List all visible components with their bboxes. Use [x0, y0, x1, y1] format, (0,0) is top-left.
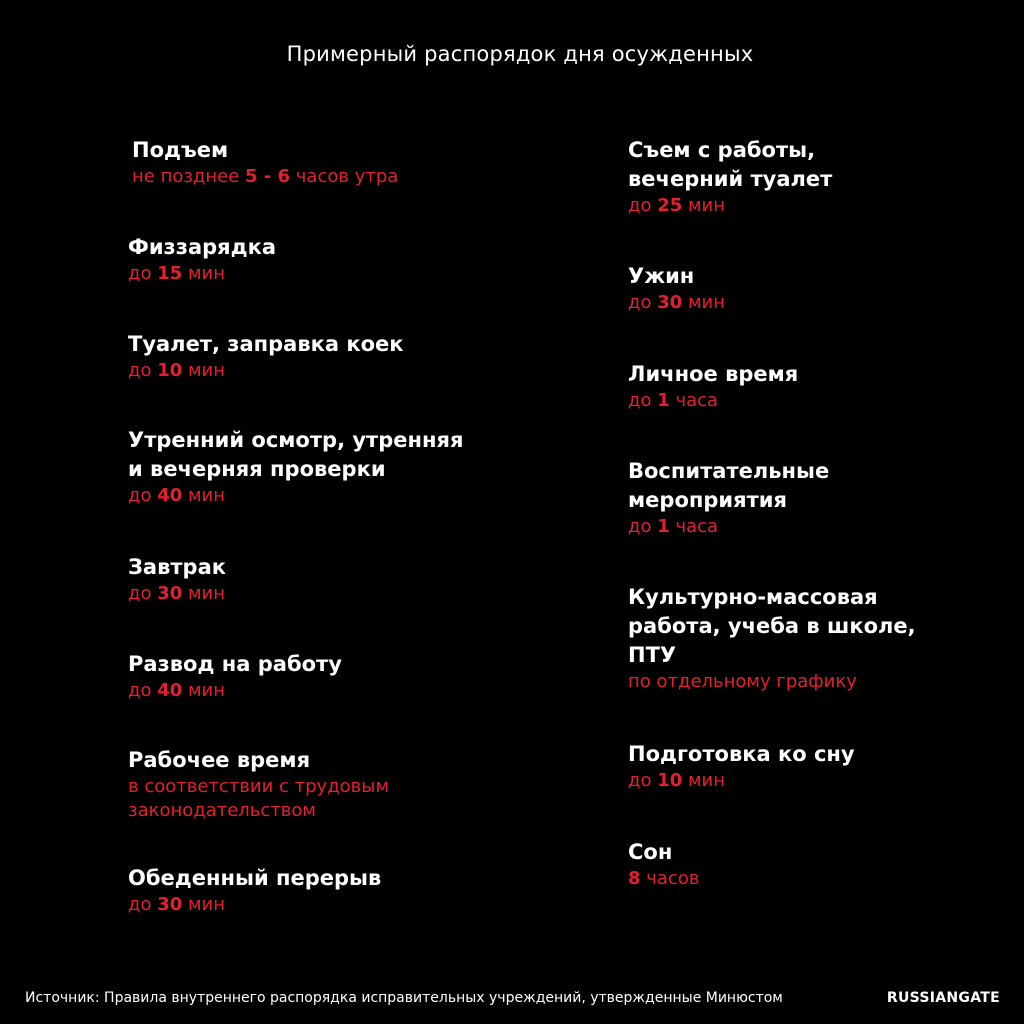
schedule-item: [628, 583, 916, 694]
item-detail: [128, 775, 389, 823]
detail-unit: мин: [682, 195, 726, 216]
item-detail: [628, 194, 832, 218]
item-detail: [132, 165, 398, 189]
schedule-item: [128, 746, 389, 823]
detail-unit: часов: [640, 868, 700, 889]
detail-value: 15: [157, 263, 183, 284]
detail-unit: часов утра: [290, 166, 399, 187]
detail-text: до: [128, 680, 158, 701]
detail-text: до: [128, 360, 158, 381]
detail-text: до: [628, 516, 658, 537]
schedule-item: [128, 553, 226, 606]
item-detail: [128, 679, 342, 703]
schedule-item: [128, 864, 381, 917]
detail-text: по отдельному графику: [628, 671, 857, 692]
item-name: Завтрак: [128, 555, 227, 579]
detail-text: не позднее: [132, 166, 246, 187]
item-detail: [128, 359, 404, 383]
item-name: Подготовка ко сну: [628, 742, 855, 766]
schedule-item: [628, 136, 832, 218]
detail-text: до: [628, 770, 658, 791]
item-detail: [628, 867, 699, 891]
detail-value: 25: [657, 195, 683, 216]
detail-value: 30: [157, 894, 183, 915]
schedule-item: [128, 426, 463, 508]
schedule-item: [128, 233, 276, 286]
item-name: Обеденный перерыв: [128, 866, 382, 890]
detail-unit: мин: [682, 770, 726, 791]
detail-value: 10: [157, 360, 183, 381]
item-detail: [128, 893, 381, 917]
detail-text: в соответствии с трудовым законодательством: [128, 776, 390, 821]
detail-text: до: [128, 894, 158, 915]
schedule-item: [132, 136, 398, 189]
page-title: Примерный распорядок дня осужденных: [286, 42, 754, 66]
item-detail: [128, 262, 276, 286]
detail-unit: часа: [669, 390, 719, 411]
detail-text: до: [628, 292, 658, 313]
brand-logo: RUSSIANGATE: [886, 990, 1000, 1006]
item-name: Ужин: [628, 264, 695, 288]
detail-value: 8: [628, 868, 641, 889]
schedule-item: [128, 330, 404, 383]
schedule-item: [628, 740, 855, 793]
schedule-item: [628, 262, 725, 315]
schedule-item: [628, 838, 699, 891]
schedule-item: [628, 360, 798, 413]
detail-unit: мин: [182, 680, 226, 701]
item-detail: [128, 484, 463, 508]
item-name: Сон: [628, 840, 673, 864]
detail-text: до: [628, 195, 658, 216]
detail-value: 5 - 6: [245, 166, 291, 187]
item-name: Физзарядка: [128, 235, 277, 259]
item-detail: [628, 389, 798, 413]
detail-unit: мин: [182, 263, 226, 284]
item-detail: [628, 769, 855, 793]
item-name: Рабочее время: [128, 748, 311, 772]
schedule-item: [128, 650, 342, 703]
detail-value: 10: [657, 770, 683, 791]
detail-value: 40: [157, 680, 183, 701]
schedule-item: [628, 457, 829, 539]
item-name: Туалет, заправка коек: [128, 332, 404, 356]
item-name: Съем с работы, вечерний туалет: [628, 138, 833, 191]
item-name: Развод на работу: [128, 652, 342, 676]
detail-unit: мин: [182, 360, 226, 381]
detail-text: до: [628, 390, 658, 411]
detail-value: 30: [157, 583, 183, 604]
detail-value: 1: [657, 516, 670, 537]
detail-unit: мин: [182, 894, 226, 915]
item-name: Личное время: [628, 362, 799, 386]
detail-unit: часа: [669, 516, 719, 537]
item-name: Культурно-массовая работа, учеба в школе, ПТУ: [628, 585, 916, 667]
item-name: Утренний осмотр, утренняя и вечерняя проверки: [128, 428, 464, 481]
detail-value: 1: [657, 390, 670, 411]
detail-unit: мин: [682, 292, 726, 313]
detail-unit: мин: [182, 583, 226, 604]
item-detail: [628, 291, 725, 315]
detail-value: 40: [157, 485, 183, 506]
item-detail: [128, 582, 226, 606]
source-note: Источник: Правила внутреннего распорядка исправительных учреждений, утвержденные Минюстом: [25, 990, 783, 1006]
detail-value: 30: [657, 292, 683, 313]
item-detail: [628, 515, 829, 539]
detail-text: до: [128, 263, 158, 284]
detail-unit: мин: [182, 485, 226, 506]
item-name: Воспитательные мероприятия: [628, 459, 830, 512]
item-name: Подъем: [132, 138, 229, 162]
detail-text: до: [128, 583, 158, 604]
detail-text: до: [128, 485, 158, 506]
item-detail: [628, 670, 916, 694]
